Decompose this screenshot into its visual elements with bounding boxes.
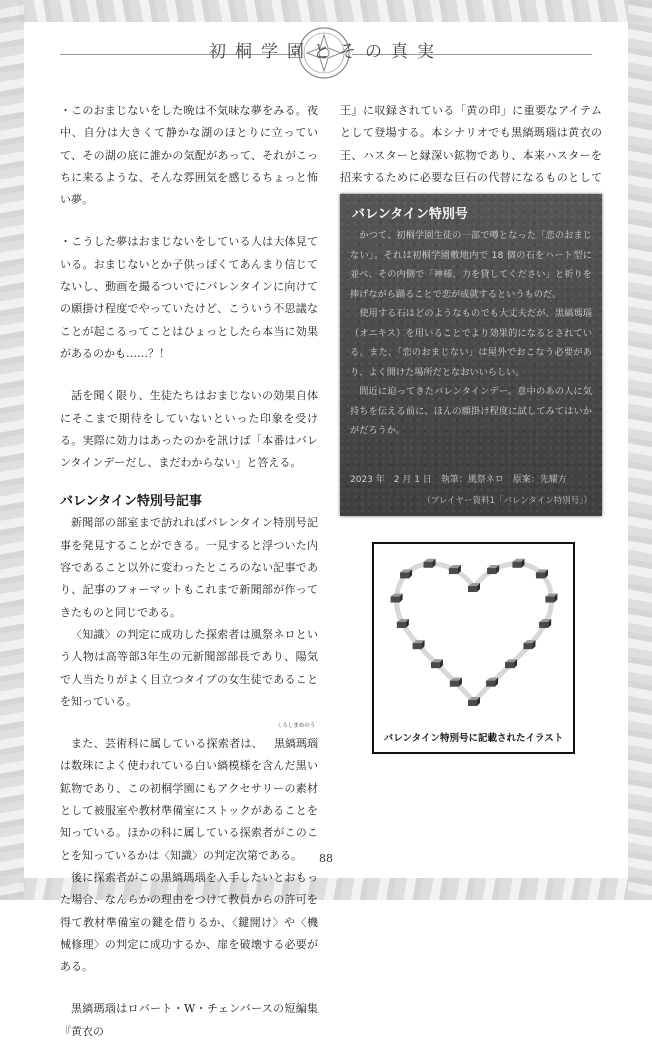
page-border-top <box>0 0 652 22</box>
paragraph: 新聞部の部室まで訪れればバレンタイン特別号記事を発見することができる。一見すると浮ついた内容であること以外に変わったところのない記事であり、記事のフォーマットもこれまで新聞部が作ってきたものと同じである。 <box>60 516 318 619</box>
handout-title: バレンタイン特別号 <box>352 207 468 222</box>
left-column <box>60 100 318 1043</box>
handout-paragraph: 間近に迫ってきたバレンタインデー。意中のあの人に気持ちを伝える前に、ほんの願掛け程度に試してみてはいかがだろうか。 <box>350 386 592 436</box>
stone-icon <box>486 678 498 687</box>
stone-icon <box>539 619 551 628</box>
section-heading: バレンタイン特別号記事 <box>60 494 202 510</box>
handout-box <box>340 194 602 516</box>
stone-icon <box>400 569 412 578</box>
text-run: また、芸術科に属している探索者は、 <box>71 737 263 751</box>
ruby-reading: くろしまめのう <box>276 723 316 730</box>
ruby-base: 黒縞瑪瑙 <box>274 737 318 751</box>
paragraph: ・こうした夢はおまじないをしている人は大体見ている。おまじないとか子供っぽくてあんまり信じてないし、動画を撮るついでにバレンタインに向けての願掛け程度でやっていたけど、こういう不思議なことが起こるってことはひょっとしたら本当に効果があるのかも……？！ <box>60 235 318 360</box>
heart-illustration <box>372 542 575 754</box>
ruby-term <box>263 723 318 755</box>
page-border-right <box>628 0 652 900</box>
page-header <box>0 24 652 84</box>
paragraph: 後に探索者がこの黒縞瑪瑙を入手したいとおもった場合、なんらかの理由をつけて教員からの許可を得て教材準備室の鍵を借りるか、〈鍵開け〉や〈機械修理〉の判定に成功するか、扉を破壊する必要がある。 <box>60 870 318 974</box>
handout-paragraph: 使用する石はどのようなものでも大丈夫だが、黒縞瑪瑙（オニキス）を用いることでより効果的になるとされている。また、「恋のおまじない」は屋外でおこなう必要があり、よく開けた場所だとなおいいらしい。 <box>350 308 592 378</box>
stone-icon <box>505 659 517 668</box>
stone-icon <box>523 640 535 649</box>
paragraph-with-ruby <box>60 723 318 867</box>
heart-of-stones-illustration <box>374 544 573 724</box>
stone-icon <box>512 559 524 568</box>
page-number: 88 <box>319 852 333 865</box>
paragraph: 〈知識〉の判定に成功した探索者は風祭ネロという人物は高等部3年生の元新聞部部長であり、陽気で人当たりがよく目立つタイプの女生徒であることを知っている。 <box>60 627 318 708</box>
paragraph: 黒縞瑪瑙はロバート・W・チェンバースの短編集『黄衣の <box>60 1002 318 1038</box>
stone-icon <box>487 565 499 574</box>
running-title: 初桐学園とその真実 <box>209 42 443 62</box>
handout-paragraph: かつて、初桐学園生徒の一部で噂となった「恋のおまじない」。それは初桐学園敷地内で 18 個の石をハート型に並べ、その内側で「神様、力を貸してください」と祈りを捧げながら踊ることで恋が成就するというものだ。 <box>350 230 592 300</box>
stone-icon <box>424 559 436 568</box>
paragraph: 王』に収録されている「黄の印」に重要なアイテムとして登場する。本シナリオでも黒縞瑪瑙は黄衣の王、ハスターと縁深い鉱物であり、本来ハスターを招来するために必要な巨石の代替になるものとして <box>340 104 602 184</box>
stone-icon <box>391 594 403 603</box>
page-border-left <box>0 0 24 900</box>
handout-body <box>350 226 592 441</box>
paragraph: 話を聞く限り、生徒たちはおまじないの効果自体にそこまで期待をしていないといった印象を受ける。実際に効力はあったのかを訊けば「本番はバレンタインデーだし、まだわからない」と答える。 <box>60 389 318 470</box>
text-run: は数珠によく使われている白い縞模様を含んだ黒い鉱物であり、この初桐学園にもアクセサリーの素材として被服室や教材準備室にストックがあることを知っている。ほかの科に属している探索者がこのことを知っているかは〈知識〉の判定次第である。 <box>60 759 318 862</box>
handout-byline: 2023 年 2 月 1 日 執筆：風祭ネロ 原案：先耀方 <box>350 475 567 485</box>
paragraph: ・このおまじないをした晩は不気味な夢をみる。夜中、自分は大きくて静かな湖のほとりに立っていて、その湖の底に誰かの気配があって、それがこっちに来るような、そんな雰囲気を感じるちょっと怖い夢。 <box>60 104 318 207</box>
handout-source: （プレイヤー資料1「バレンタイン特別号」） <box>422 496 592 506</box>
illustration-caption: バレンタイン特別号に記載されたイラスト <box>383 733 564 744</box>
stone-icon <box>545 594 557 603</box>
